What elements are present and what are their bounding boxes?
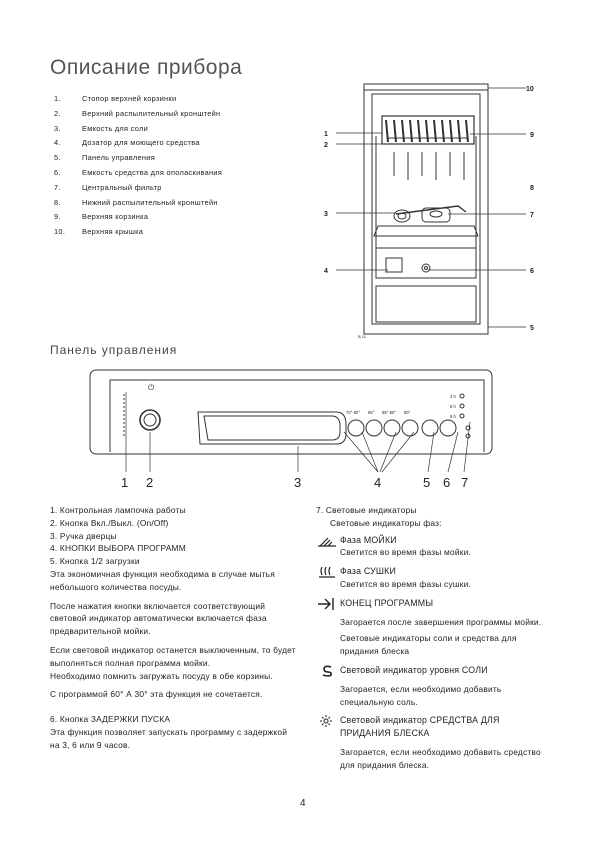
panel-label-2: 2 (146, 475, 154, 490)
label-6: 6 (530, 268, 534, 275)
item-1: 1. Контрольная лампочка работы (50, 505, 186, 515)
label-2: 2 (324, 142, 328, 149)
item-4: 4. КНОПКИ ВЫБОРА ПРОГРАММ (50, 543, 186, 554)
delay-9h: 9 h (450, 414, 456, 419)
power-icon: ⏻ (148, 383, 155, 392)
rinse-aid-icon (316, 714, 338, 728)
item-2: 2. Кнопка Вкл./Выкл. (On/Off) (50, 517, 169, 528)
label-8: 8 (530, 185, 534, 192)
program-label-c: 65°-50° (382, 410, 397, 415)
end-arrow-icon (316, 597, 338, 611)
label-10: 10 (526, 86, 534, 93)
program-label-b: 65° (368, 410, 375, 415)
indicator-wash: Фаза МОЙКИ Светится во время фазы мойки. (316, 534, 546, 560)
list-item: 9. Верхняя корзинка (54, 212, 149, 222)
list-item: 2. Верхний распылительный кронштейн (54, 108, 221, 118)
list-item: 4. Дозатор для моющего средства (54, 138, 200, 148)
program-label-d: 50° (404, 410, 411, 415)
item-6: 6. Кнопка ЗАДЕРЖКИ ПУСКА (50, 714, 171, 725)
panel-label-1: 1 (121, 475, 129, 490)
panel-label-5: 5 (423, 475, 431, 490)
paragraph: Эта функция позволяет запускать программу с задержкой на 3, 6 или 9 часов. (50, 726, 288, 750)
delay-3h: 3 h (450, 394, 456, 399)
list-item: 3. Емкость для соли (54, 123, 149, 133)
label-7: 7 (530, 212, 534, 219)
paragraph: С программой 60° А 30° эта функция не сочетается. (50, 689, 263, 700)
parts-list (54, 92, 222, 240)
dishwasher-diagram (318, 76, 548, 346)
indicator-dry: Фаза СУШКИ Светится во время фазы сушки. (316, 565, 546, 591)
panel-label-4: 4 (374, 475, 382, 490)
list-item: 1. Стопор верхней корзинки (54, 94, 177, 103)
right-column (316, 504, 546, 772)
item-5: 5. Кнопка 1/2 загрузки (50, 556, 140, 567)
indicator-rinse-aid: Световой индикатор СРЕДСТВА ДЛЯ ПРИДАНИЯ БЛЕСКА Загорается, если необходимо добавить средство для придания блеска. (316, 714, 546, 771)
page-number: 4 (300, 798, 306, 809)
panel-label-3: 3 (294, 475, 302, 490)
left-column (50, 504, 296, 752)
panel-label-6: 6 (443, 475, 451, 490)
paragraph: Эта экономичная функция необходима в случае мытья небольшого количества посуды. (50, 568, 275, 592)
figure-code: B 11 (358, 334, 366, 339)
salt-icon (316, 664, 338, 678)
list-item: 8. Нижний распылительный кронштейн (54, 197, 218, 207)
paragraph: Если световой индикатор останется выключенным, то будет выполняться полная программа мойки. (50, 644, 296, 668)
indicators-heading: 7. Световые индикаторы (316, 505, 417, 515)
dry-icon (316, 565, 338, 579)
label-1: 1 (324, 131, 328, 138)
indicator-salt: Световой индикатор уровня СОЛИ Загорается, если необходимо добавить специальную соль. (316, 664, 546, 708)
paragraph: Необходимо помнить загружать посуду в обе корзины. (50, 670, 273, 681)
label-3: 3 (324, 211, 328, 218)
delay-6h: 6 h (450, 404, 456, 409)
page-title: Описание прибора (50, 56, 243, 79)
panel-heading: Панель управления (50, 343, 178, 357)
label-9: 9 (530, 132, 534, 139)
list-item: 7. Центральный фильтр (54, 182, 162, 192)
paragraph: После нажатия кнопки включается соответствующий световой индикатор автоматически включается фаза предварительной мойки. (50, 600, 267, 637)
program-label-a: 70°-50° (346, 410, 361, 415)
list-item: 10. Верхняя крышка (54, 227, 144, 237)
wash-icon (316, 534, 338, 548)
list-item: 5. Панель управления (54, 153, 155, 163)
indicators-subheading: Световые индикаторы фаз: (330, 517, 442, 528)
label-5: 5 (530, 325, 534, 332)
indicator-end: КОНЕЦ ПРОГРАММЫ Загорается после завершения программы мойки. Световые индикаторы соли и средства для придания блеска (316, 597, 546, 658)
list-item: 6. Емкость средства для ополаскивания (54, 167, 223, 177)
label-4: 4 (324, 268, 328, 275)
panel-label-7: 7 (461, 475, 469, 490)
item-3: 3. Ручка дверцы (50, 530, 117, 541)
